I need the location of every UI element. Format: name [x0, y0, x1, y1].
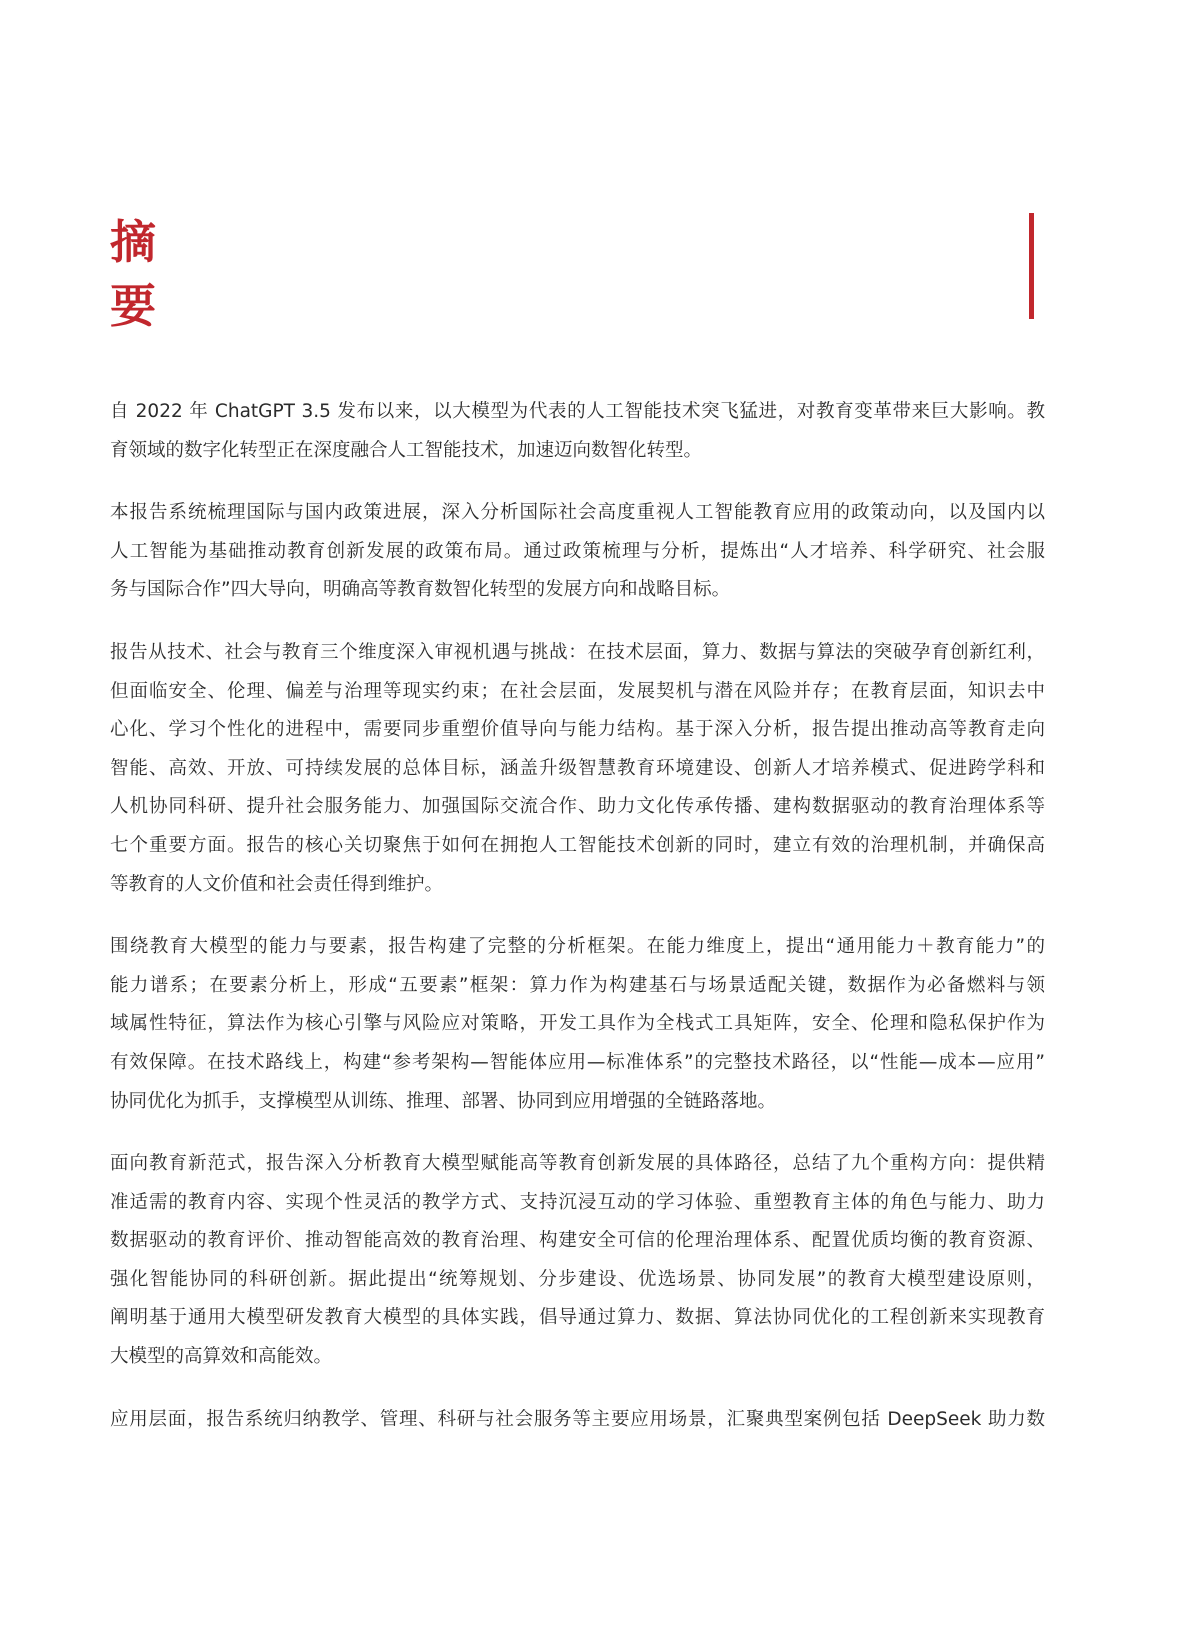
paragraph-line: 大模型的高算效和高能效。 [110, 1346, 333, 1368]
paragraph-line: 等教育的人文价值和社会责任得到维护。 [110, 873, 444, 895]
paragraph-line: 应用层面，报告系统归纳教学、管理、科研与社会服务等主要应用场景，汇聚典型案例包括 DeepSeek 助力数 [110, 1408, 1045, 1430]
paragraph-line: 围绕教育大模型的能力与要素，报告构建了完整的分析框架。在能力维度上，提出“通用能力＋教育能力”的 [110, 936, 1045, 958]
paragraph-line: 本报告系统梳理国际与国内政策进展，深入分析国际社会高度重视人工智能教育应用的政策动向，以及国内以 [110, 502, 1045, 524]
paragraph-line: 域属性特征，算法作为核心引擎与风险应对策略，开发工具作为全栈式工具矩阵，安全、伦理和隐私保护作为 [110, 1013, 1045, 1035]
paragraph [110, 634, 1045, 904]
paragraph-line: 阐明基于通用大模型研发教育大模型的具体实践，倡导通过算力、数据、算法协同优化的工程创新来实现教育 [110, 1307, 1045, 1329]
paragraph-line: 智能、高效、开放、可持续发展的总体目标，涵盖升级智慧教育环境建设、创新人才培养模式、促进跨学科和 [110, 757, 1045, 779]
abstract-body [110, 393, 1045, 1463]
paragraph-line: 人机协同科研、提升社会服务能力、加强国际交流合作、助力文化传承传播、建构数据驱动的教育治理体系等 [110, 796, 1045, 818]
paragraph [110, 494, 1045, 610]
paragraph [110, 1145, 1045, 1377]
paragraph-line: 面向教育新范式，报告深入分析教育大模型赋能高等教育创新发展的具体路径，总结了九个重构方向：提供精 [110, 1153, 1045, 1175]
paragraph-line: 心化、学习个性化的进程中，需要同步重塑价值导向与能力结构。基于深入分析，报告提出推动高等教育走向 [110, 719, 1045, 741]
heading-char: 摘 [110, 215, 156, 269]
paragraph-line: 人工智能为基础推动教育创新发展的政策布局。通过政策梳理与分析，提炼出“人才培养、科学研究、社会服 [110, 540, 1045, 562]
paragraph-line: 数据驱动的教育评价、推动智能高效的教育治理、构建安全可信的伦理治理体系、配置优质均衡的教育资源、 [110, 1230, 1045, 1252]
paragraph-line: 能力谱系；在要素分析上，形成“五要素”框架：算力作为构建基石与场景适配关键，数据作为必备燃料与领 [110, 974, 1045, 996]
heading-char: 要 [110, 279, 156, 333]
paragraph-line: 务与国际合作”四大导向，明确高等教育数智化转型的发展方向和战略目标。 [110, 579, 731, 601]
paragraph-line: 报告从技术、社会与教育三个维度深入审视机遇与挑战：在技术层面，算力、数据与算法的突破孕育创新红利， [110, 641, 1045, 663]
paragraph-line: 强化智能协同的科研创新。据此提出“统筹规划、分步建设、优选场景、协同发展”的教育大模型建设原则， [110, 1268, 1045, 1290]
paragraph [110, 393, 1045, 470]
paragraph [110, 1401, 1045, 1440]
paragraph-line: 但面临安全、伦理、偏差与治理等现实约束；在社会层面，发展契机与潜在风险并存；在教育层面，知识去中 [110, 680, 1045, 702]
paragraph-line: 七个重要方面。报告的核心关切聚焦于如何在拥抱人工智能技术创新的同时，建立有效的治理机制，并确保高 [110, 834, 1045, 856]
paragraph-line: 准适需的教育内容、实现个性灵活的教学方式、支持沉浸互动的学习体验、重塑教育主体的角色与能力、助力 [110, 1191, 1045, 1213]
page-heading [110, 210, 170, 338]
paragraph-line: 自 2022 年 ChatGPT 3.5 发布以来，以大模型为代表的人工智能技术突飞猛进，对教育变革带来巨大影响。教 [110, 401, 1045, 422]
accent-bar [1029, 213, 1034, 319]
paragraph [110, 928, 1045, 1121]
paragraph-line: 有效保障。在技术路线上，构建“参考架构—智能体应用—标准体系”的完整技术路径，以“性能—成本—应用” [110, 1051, 1045, 1073]
paragraph-line: 协同优化为抓手，支撑模型从训练、推理、部署、协同到应用增强的全链路落地。 [110, 1090, 777, 1112]
paragraph-line: 育领域的数字化转型正在深度融合人工智能技术，加速迈向数智化转型。 [110, 439, 703, 461]
